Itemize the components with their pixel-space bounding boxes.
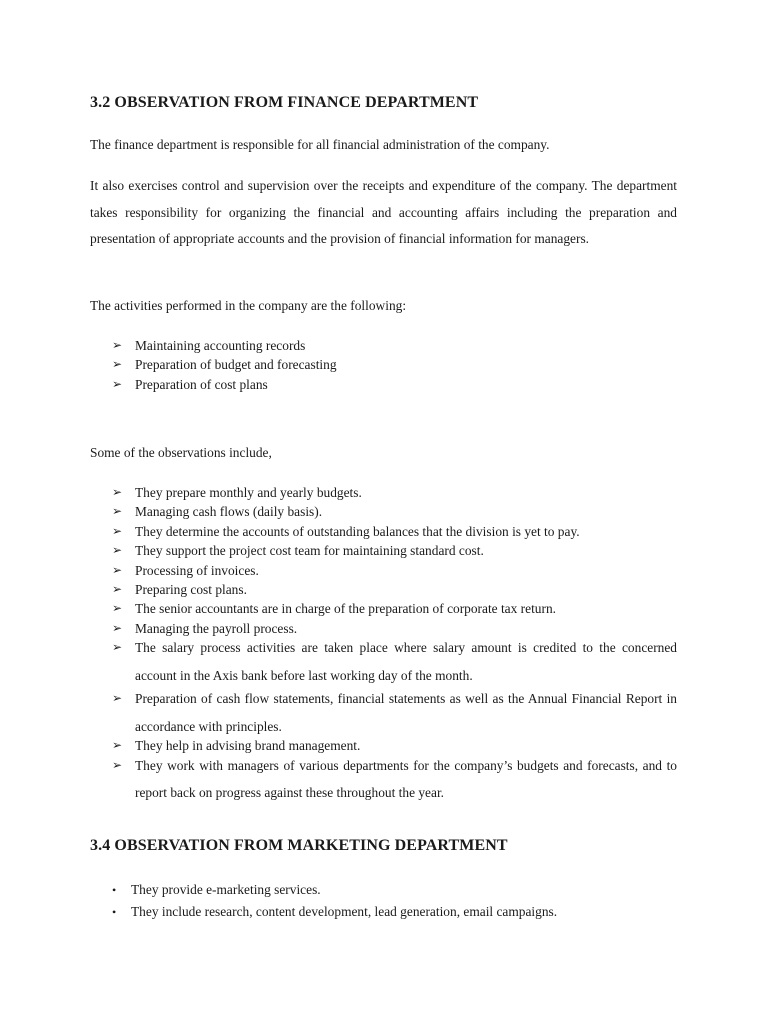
list-item <box>112 483 677 502</box>
arrow-bullet-icon: ➢ <box>112 543 123 558</box>
arrow-bullet-icon: ➢ <box>112 691 123 706</box>
list-item <box>112 355 677 374</box>
marketing-list <box>112 879 677 923</box>
list-item-text: They provide e-marketing services. <box>131 882 321 897</box>
section-heading-finance: 3.2 OBSERVATION FROM FINANCE DEPARTMENT <box>90 94 479 111</box>
dot-bullet-icon: • <box>112 883 117 897</box>
paragraph-observations-intro: Some of the observations include, <box>90 445 272 460</box>
list-item-text: They support the project cost team for maintaining standard cost. <box>135 543 484 559</box>
arrow-bullet-icon: ➢ <box>112 485 123 499</box>
section-heading-marketing: 3.4 OBSERVATION FROM MARKETING DEPARTMENT <box>90 837 508 854</box>
list-item <box>112 336 677 355</box>
list-item <box>112 901 677 923</box>
arrow-bullet-icon: ➢ <box>112 523 123 538</box>
activities-list <box>112 336 677 394</box>
list-item-text: Managing the payroll process. <box>135 620 298 636</box>
list-item <box>112 522 677 541</box>
list-item-text: Managing cash flows (daily basis). <box>135 504 323 520</box>
list-item-text: Maintaining accounting records <box>135 338 306 353</box>
list-item-text: Processing of invoices. <box>135 562 259 578</box>
list-item-text: They include research, content development, lead generation, email campaigns. <box>131 904 558 919</box>
list-item <box>112 634 677 689</box>
list-item <box>112 879 677 901</box>
observations-list <box>112 483 677 803</box>
arrow-bullet-icon: ➢ <box>112 620 123 635</box>
arrow-bullet-icon: ➢ <box>112 504 123 519</box>
list-item <box>112 502 677 521</box>
list-item-text: The salary process activities are taken place where salary amount is credited to the concerned account in the Axis bank before last working day of the month. <box>135 640 677 683</box>
list-item <box>112 541 677 560</box>
list-item <box>112 685 677 740</box>
arrow-bullet-icon: ➢ <box>112 357 123 372</box>
arrow-bullet-icon: ➢ <box>112 582 123 597</box>
list-item <box>112 561 677 580</box>
arrow-bullet-icon: ➢ <box>112 376 123 391</box>
list-item-text: They determine the accounts of outstanding balances that the division is yet to pay. <box>135 523 580 539</box>
arrow-bullet-icon: ➢ <box>112 738 123 753</box>
paragraph-finance-intro: The finance department is responsible for all financial administration of the company. <box>90 137 550 152</box>
arrow-bullet-icon: ➢ <box>112 562 123 577</box>
list-item <box>112 580 677 599</box>
paragraph-activities-intro: The activities performed in the company are the following: <box>90 298 407 313</box>
paragraph-finance-control: It also exercises control and supervision over the receipts and expenditure of the company. The department takes responsibility for organizing the financial and accounting affairs including the preparation and presentation of appropriate accounts and the provision of financial information for managers. <box>90 178 677 246</box>
list-item <box>112 752 677 807</box>
list-item <box>112 599 677 618</box>
list-item-text: They help in advising brand management. <box>135 738 361 754</box>
list-item-text: Preparing cost plans. <box>135 582 247 598</box>
list-item-text: Preparation of cost plans <box>135 376 268 392</box>
arrow-bullet-icon: ➢ <box>112 601 123 616</box>
list-item-text: Preparation of cash flow statements, financial statements as well as the Annual Financial Report in accordance with principles. <box>135 691 677 734</box>
arrow-bullet-icon: ➢ <box>112 757 123 772</box>
list-item-text: They work with managers of various departments for the company’s budgets and forecasts, and to report back on progress against these throughout the year. <box>135 757 677 801</box>
list-item-text: The senior accountants are in charge of the preparation of corporate tax return. <box>135 601 556 617</box>
list-item-text: They prepare monthly and yearly budgets. <box>135 485 362 500</box>
arrow-bullet-icon: ➢ <box>112 338 123 352</box>
list-item <box>112 375 677 394</box>
list-item-text: Preparation of budget and forecasting <box>135 357 337 373</box>
dot-bullet-icon: • <box>112 905 117 919</box>
arrow-bullet-icon: ➢ <box>112 640 123 655</box>
